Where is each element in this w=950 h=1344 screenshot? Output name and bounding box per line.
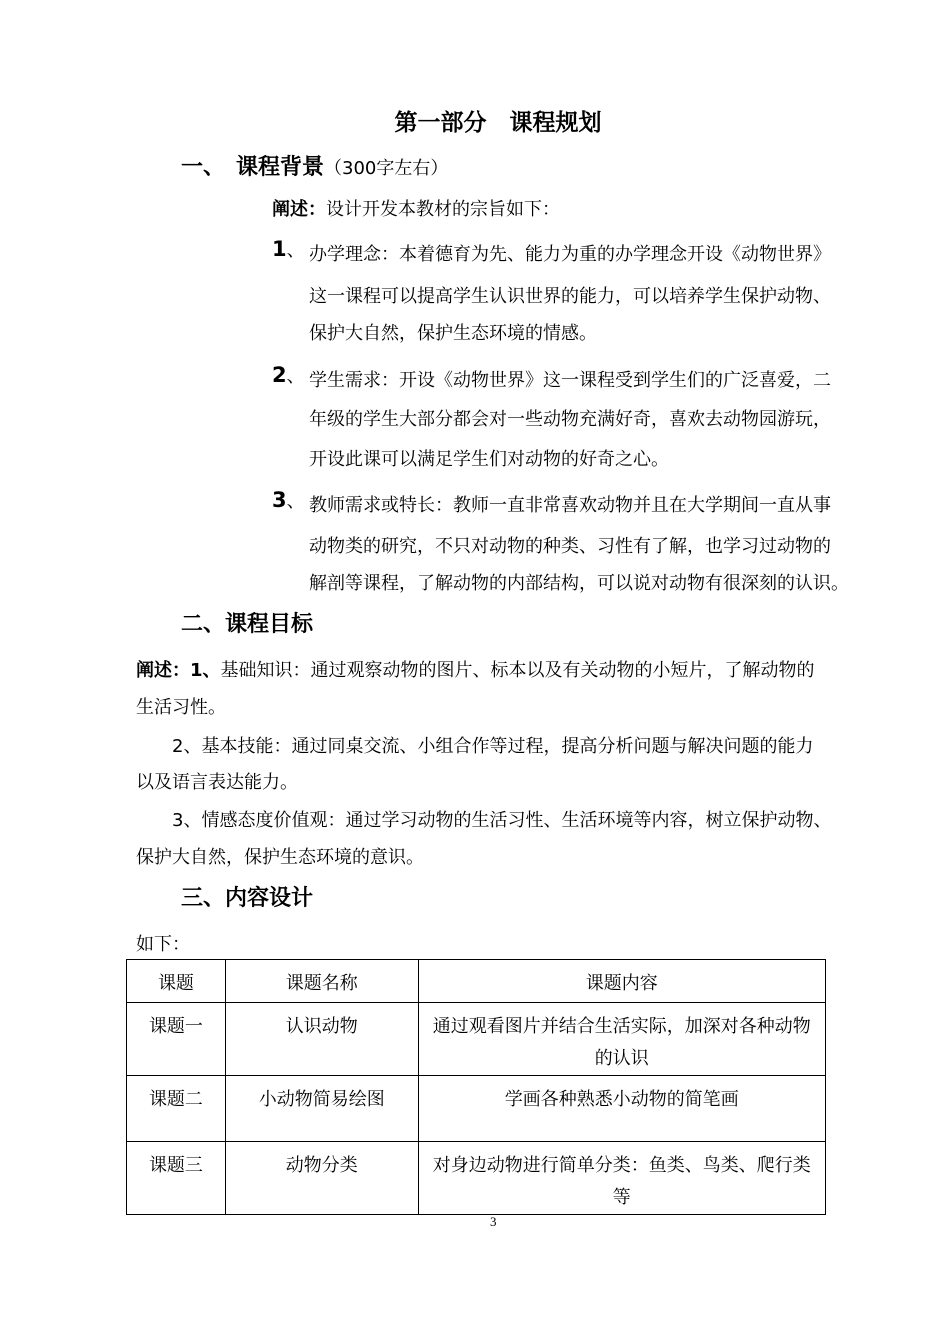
table-row bbox=[127, 1003, 826, 1076]
goal2-line2: 以及语言表达能力。 bbox=[136, 772, 298, 793]
table-cell: 学画各种熟悉小动物的简笔画 bbox=[418, 1076, 825, 1142]
item2-line: 学生需求：开设《动物世界》这一课程受到学生们的广泛喜爱，二 bbox=[309, 370, 831, 391]
item2-mark: 、 bbox=[286, 366, 305, 387]
item1-number: 1 bbox=[272, 237, 287, 261]
table-cell: 动物分类 bbox=[225, 1142, 418, 1215]
goal1-text: 基础知识：通过观察动物的图片、标本以及有关动物的小短片，了解动物的 bbox=[220, 660, 815, 681]
item3-line: 动物类的研究，不只对动物的种类、习性有了解，也学习过动物的 bbox=[309, 536, 831, 557]
section1-heading-text: 课程背景 bbox=[236, 155, 325, 180]
intro-label: 阐述： bbox=[272, 199, 326, 220]
table-row bbox=[127, 1142, 826, 1215]
item2-line: 年级的学生大部分都会对一些动物充满好奇，喜欢去动物园游玩， bbox=[309, 409, 831, 430]
item3-mark: 、 bbox=[286, 491, 305, 512]
table-cell: 通过观看图片并结合生活实际，加深对各种动物的认识 bbox=[418, 1003, 825, 1076]
section2-heading: 二、课程目标 bbox=[181, 612, 314, 637]
item1-line: 这一课程可以提高学生认识世界的能力，可以培养学生保护动物、 bbox=[309, 286, 831, 307]
table-header-cell: 课题 bbox=[127, 960, 226, 1003]
page-number: 3 bbox=[490, 1214, 497, 1229]
table-cell: 课题二 bbox=[127, 1076, 226, 1142]
table-header-row bbox=[127, 960, 826, 1003]
item1-line: 保护大自然，保护生态环境的情感。 bbox=[309, 323, 597, 344]
intro-text: 设计开发本教材的宗旨如下： bbox=[326, 199, 560, 220]
table-cell: 课题一 bbox=[127, 1003, 226, 1076]
goal1-line2: 生活习性。 bbox=[136, 697, 226, 718]
goal-lead-label: 阐述：1、 bbox=[136, 660, 221, 681]
section1-number: 一、 bbox=[181, 155, 226, 180]
table-cell: 对身边动物进行简单分类：鱼类、鸟类、爬行类等 bbox=[418, 1142, 825, 1215]
goal2-line1: 2、基本技能：通过同桌交流、小组合作等过程，提高分析问题与解决问题的能力 bbox=[172, 736, 814, 757]
item2-marker bbox=[272, 362, 305, 388]
item2-line: 开设此课可以满足学生们对动物的好奇之心。 bbox=[309, 449, 669, 470]
item3-number: 3 bbox=[272, 488, 287, 512]
goal1-line1 bbox=[136, 656, 815, 682]
table-header-cell: 课题内容 bbox=[418, 960, 825, 1003]
section1-intro bbox=[272, 195, 560, 221]
table-row bbox=[127, 1076, 826, 1142]
table-cell: 课题三 bbox=[127, 1142, 226, 1215]
goal3-line2: 保护大自然，保护生态环境的意识。 bbox=[136, 847, 424, 868]
section1-note: （300字左右） bbox=[324, 158, 449, 179]
section3-heading: 三、内容设计 bbox=[181, 886, 314, 911]
item3-line: 解剖等课程，了解动物的内部结构，可以说对动物有很深刻的认识。 bbox=[309, 573, 849, 594]
item3-line: 教师需求或特长：教师一直非常喜欢动物并且在大学期间一直从事 bbox=[309, 495, 831, 516]
item2-number: 2 bbox=[272, 363, 287, 387]
section1-heading bbox=[236, 150, 448, 181]
table-cell: 小动物简易绘图 bbox=[225, 1076, 418, 1142]
goal3-line1: 3、情感态度价值观：通过学习动物的生活习性、生活环境等内容，树立保护动物、 bbox=[172, 810, 832, 831]
table-header-cell: 课题名称 bbox=[225, 960, 418, 1003]
section3-intro: 如下： bbox=[136, 934, 190, 955]
item1-line: 办学理念：本着德育为先、能力为重的办学理念开设《动物世界》 bbox=[309, 244, 831, 265]
course-content-table bbox=[126, 959, 826, 1215]
table-cell: 认识动物 bbox=[225, 1003, 418, 1076]
document-title: 第一部分 课程规划 bbox=[394, 110, 602, 136]
item1-marker bbox=[272, 236, 305, 262]
item1-mark: 、 bbox=[286, 240, 305, 261]
item3-marker bbox=[272, 487, 305, 513]
